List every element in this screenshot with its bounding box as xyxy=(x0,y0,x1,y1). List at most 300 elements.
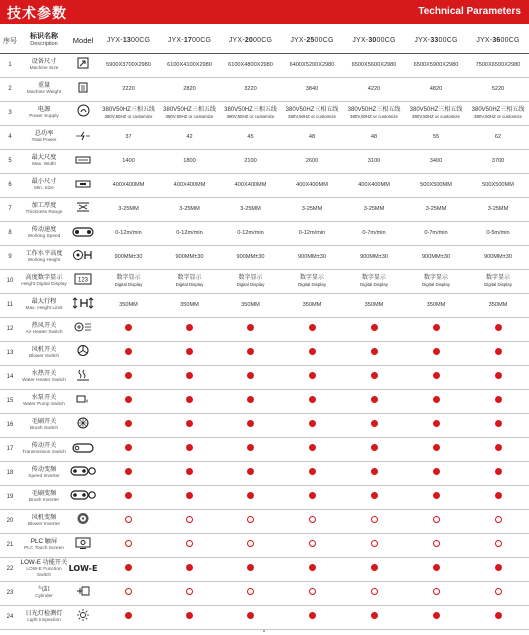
column-header-name-en: Description xyxy=(30,41,58,48)
feature-cell xyxy=(98,509,159,533)
column-header-model-7: JYX-3600CG xyxy=(467,29,529,53)
row-icon-cell xyxy=(68,221,98,245)
row-name-cn: 加工厚度 xyxy=(31,202,57,209)
feature-cell xyxy=(159,365,220,389)
feature-cell xyxy=(159,341,220,365)
optional-ring-icon xyxy=(495,588,502,595)
value-cell: 400X400MM xyxy=(343,173,405,197)
standard-dot-icon xyxy=(125,468,132,475)
feature-cell xyxy=(343,413,405,437)
row-name-en: LOW-E Function Switch xyxy=(26,567,62,578)
row-name xyxy=(20,581,68,605)
value-text: 380V50HZ三相五线 xyxy=(163,107,216,113)
row-name xyxy=(20,461,68,485)
feature-cell xyxy=(281,461,343,485)
feature-cell xyxy=(220,389,281,413)
feature-cell xyxy=(343,341,405,365)
row-number: 3 xyxy=(0,101,20,125)
row-name-en: Water Heater Switch xyxy=(22,378,66,383)
feature-cell xyxy=(281,533,343,557)
value-text: 数字显示 xyxy=(485,275,510,281)
row-number: 16 xyxy=(0,413,20,437)
table-row xyxy=(0,197,529,221)
value-cell: 350MM xyxy=(159,293,220,317)
feature-cell xyxy=(281,365,343,389)
table-row xyxy=(0,581,529,605)
value-cell: 400X400MM xyxy=(159,173,220,197)
row-number: 12 xyxy=(0,317,20,341)
feature-cell xyxy=(467,509,529,533)
power-icon xyxy=(77,104,90,122)
optional-ring-icon xyxy=(495,540,502,547)
row-name-cn: 传动变频 xyxy=(31,466,57,473)
row-name-en: Machine Weight xyxy=(26,90,62,95)
value-cell: 0-5m/min xyxy=(467,221,529,245)
feature-cell xyxy=(405,533,467,557)
standard-dot-icon xyxy=(495,444,502,451)
standard-dot-icon xyxy=(433,564,440,571)
standard-dot-icon xyxy=(309,564,316,571)
row-name-en: Power Supply xyxy=(29,114,59,119)
feature-cell xyxy=(220,365,281,389)
value-cell: 3-25MM xyxy=(405,197,467,221)
value-subtext: Digital Display xyxy=(114,282,143,287)
standard-dot-icon xyxy=(371,324,378,331)
row-icon-cell xyxy=(68,533,98,557)
standard-dot-icon xyxy=(186,420,193,427)
value-cell: 0-12m/min xyxy=(159,221,220,245)
column-header-model-1: JYX-1300CG xyxy=(98,29,159,53)
feature-cell xyxy=(405,581,467,605)
value-cell: 350MM xyxy=(343,293,405,317)
column-header-no: 序号 xyxy=(0,29,20,53)
standard-dot-icon xyxy=(247,444,254,451)
standard-dot-icon xyxy=(186,396,193,403)
value-cell: 6500X5900X2980 xyxy=(405,53,467,77)
feature-cell xyxy=(467,413,529,437)
column-header-model-2: JYX-1700CG xyxy=(159,29,220,53)
row-name-cn: 水泵开关 xyxy=(31,394,57,401)
table-row xyxy=(0,461,529,485)
feature-cell xyxy=(405,485,467,509)
row-name xyxy=(20,53,68,77)
table-row xyxy=(0,269,529,293)
column-header-name xyxy=(20,29,68,53)
value-cell: 0-12m/min xyxy=(281,221,343,245)
feature-cell xyxy=(467,317,529,341)
feature-cell xyxy=(343,389,405,413)
feature-cell xyxy=(220,557,281,581)
row-name-cn: 最小尺寸 xyxy=(31,178,57,185)
standard-dot-icon xyxy=(125,372,132,379)
value-cell: 0-7m/min xyxy=(343,221,405,245)
row-number: 8 xyxy=(0,221,20,245)
feature-cell xyxy=(98,557,159,581)
row-name xyxy=(20,77,68,101)
value-cell: 900MM±30 xyxy=(98,245,159,269)
water-pump-icon xyxy=(75,392,91,410)
row-name-cn: LOW-E 功能开关 xyxy=(20,559,68,566)
value-cell: 2220 xyxy=(98,77,159,101)
value-cell: 3100 xyxy=(343,149,405,173)
standard-dot-icon xyxy=(371,564,378,571)
feature-cell xyxy=(159,509,220,533)
row-icon-cell xyxy=(68,509,98,533)
value-cell: 62 xyxy=(467,125,529,149)
value-cell xyxy=(343,269,405,293)
optional-ring-icon xyxy=(433,516,440,523)
value-cell: 5220 xyxy=(467,77,529,101)
value-text: 数字显示 xyxy=(299,275,324,281)
standard-dot-icon xyxy=(125,564,132,571)
value-cell: 3-25MM xyxy=(281,197,343,221)
standard-dot-icon xyxy=(309,396,316,403)
row-name-en: Max. Height Limit xyxy=(25,306,63,311)
value-cell: 400X400MM xyxy=(220,173,281,197)
row-number: 11 xyxy=(0,293,20,317)
feature-cell xyxy=(343,317,405,341)
row-name xyxy=(20,509,68,533)
value-cell: 1800 xyxy=(159,149,220,173)
optional-ring-icon xyxy=(309,516,316,523)
row-name-en: Machine Size xyxy=(29,66,59,71)
row-name-en: Working Height xyxy=(27,258,61,263)
row-name xyxy=(20,389,68,413)
standard-dot-icon xyxy=(247,372,254,379)
standard-dot-icon xyxy=(495,468,502,475)
feature-cell xyxy=(220,533,281,557)
value-cell: 500X500MM xyxy=(467,173,529,197)
standard-dot-icon xyxy=(125,420,132,427)
table-row xyxy=(0,53,529,77)
optional-ring-icon xyxy=(247,540,254,547)
row-name-cn: 水热开关 xyxy=(31,370,57,377)
standard-dot-icon xyxy=(125,348,132,355)
table-row xyxy=(0,245,529,269)
row-icon-cell xyxy=(68,413,98,437)
lightning-icon xyxy=(75,128,91,146)
standard-dot-icon xyxy=(309,468,316,475)
brush-icon xyxy=(74,416,92,434)
page-title: 技术参数 xyxy=(7,6,67,22)
value-subtext: 380V,50HZ or customize xyxy=(350,114,398,119)
standard-dot-icon xyxy=(247,492,254,499)
row-icon-cell xyxy=(68,461,98,485)
standard-dot-icon xyxy=(371,420,378,427)
table-row xyxy=(0,173,529,197)
row-icon-cell xyxy=(68,437,98,461)
row-name xyxy=(20,245,68,269)
cylinder-icon xyxy=(76,584,90,602)
height-h-icon xyxy=(73,248,93,266)
value-cell: 500X500MM xyxy=(405,173,467,197)
value-cell: 900MM±30 xyxy=(343,245,405,269)
feature-cell xyxy=(405,557,467,581)
row-name-en: Max. Width xyxy=(32,162,56,167)
row-number: 13 xyxy=(0,341,20,365)
standard-dot-icon xyxy=(371,468,378,475)
standard-dot-icon xyxy=(247,324,254,331)
svg-text:123: 123 xyxy=(77,277,89,284)
value-cell: 0-7m/min xyxy=(405,221,467,245)
table-body xyxy=(0,53,529,629)
feature-cell xyxy=(281,389,343,413)
row-name-en: Blower Inverter xyxy=(27,522,61,527)
value-cell: 48 xyxy=(281,125,343,149)
row-name-cn: 电源 xyxy=(37,106,51,113)
value-text: 数字显示 xyxy=(177,275,202,281)
standard-dot-icon xyxy=(247,348,254,355)
standard-dot-icon xyxy=(495,324,502,331)
value-text: 380V50HZ三相五线 xyxy=(285,107,339,113)
feature-cell xyxy=(467,437,529,461)
value-cell: 6100X4800X2980 xyxy=(220,53,281,77)
row-icon-cell xyxy=(68,197,98,221)
value-cell: 45 xyxy=(220,125,281,149)
value-text: 380V50HZ三相五线 xyxy=(409,107,463,113)
row-name xyxy=(20,101,68,125)
table-row xyxy=(0,317,529,341)
column-header-model-6: JYX-3300CG xyxy=(405,29,467,53)
row-name-en: Brush Switch xyxy=(30,426,58,431)
model-size-digits: 36 xyxy=(492,37,501,45)
row-name-cn: 重量 xyxy=(37,82,51,89)
optional-ring-icon xyxy=(186,588,193,595)
table-row xyxy=(0,485,529,509)
row-icon-cell xyxy=(68,365,98,389)
standard-dot-icon xyxy=(247,468,254,475)
feature-cell xyxy=(405,413,467,437)
feature-cell xyxy=(98,389,159,413)
value-cell: 3400 xyxy=(405,149,467,173)
row-name-cn: PLC 触屏 xyxy=(30,538,58,545)
row-name xyxy=(20,221,68,245)
feature-cell xyxy=(220,341,281,365)
value-cell xyxy=(281,269,343,293)
value-cell: 48 xyxy=(343,125,405,149)
table-row xyxy=(0,293,529,317)
feature-cell xyxy=(220,413,281,437)
value-cell: 900MM±30 xyxy=(467,245,529,269)
row-number: 21 xyxy=(0,533,20,557)
feature-cell xyxy=(159,533,220,557)
row-number: 20 xyxy=(0,509,20,533)
row-icon-cell xyxy=(68,605,98,629)
row-name-en: Total Power xyxy=(31,138,57,143)
feature-cell xyxy=(343,581,405,605)
value-subtext: 380V,50HZ or customize xyxy=(104,114,153,119)
feature-cell xyxy=(220,485,281,509)
row-name xyxy=(20,557,68,581)
row-name-cn: 工作水平高度 xyxy=(25,250,63,257)
value-cell: 3-25MM xyxy=(159,197,220,221)
row-number: 23 xyxy=(0,581,20,605)
feature-cell xyxy=(281,413,343,437)
feature-cell xyxy=(343,485,405,509)
feature-cell xyxy=(467,557,529,581)
low-e-icon: LOW-E xyxy=(68,564,98,574)
value-cell: 350MM xyxy=(467,293,529,317)
feature-cell xyxy=(281,341,343,365)
value-subtext: Digital Display xyxy=(360,282,388,287)
touch-screen-icon xyxy=(75,536,91,554)
standard-dot-icon xyxy=(309,492,316,499)
row-name-en: Height Digital Display xyxy=(21,282,67,287)
transmission-icon xyxy=(72,440,94,458)
value-cell xyxy=(467,101,529,125)
feature-cell xyxy=(343,509,405,533)
min-size-icon xyxy=(75,176,91,194)
optional-ring-icon xyxy=(433,540,440,547)
feature-cell xyxy=(405,437,467,461)
row-number: 5 xyxy=(0,149,20,173)
row-name-cn: 风机变频 xyxy=(31,514,57,521)
row-name xyxy=(20,605,68,629)
optional-ring-icon xyxy=(495,516,502,523)
value-text: 数字显示 xyxy=(116,275,141,281)
standard-dot-icon xyxy=(309,372,316,379)
optional-ring-icon xyxy=(247,516,254,523)
feature-cell xyxy=(159,461,220,485)
standard-dot-icon xyxy=(186,492,193,499)
value-cell: 900MM±30 xyxy=(220,245,281,269)
feature-cell xyxy=(467,605,529,629)
feature-cell xyxy=(98,581,159,605)
standard-dot-icon xyxy=(309,324,316,331)
row-name-en: PLC Touch Screen xyxy=(24,546,64,551)
value-cell: 6100X4100X2980 xyxy=(159,53,220,77)
value-cell: 4220 xyxy=(343,77,405,101)
standard-dot-icon xyxy=(371,612,378,619)
feature-cell xyxy=(343,557,405,581)
value-cell: 2820 xyxy=(159,77,220,101)
row-name-cn: 设备尺寸 xyxy=(31,58,57,65)
light-bulb-icon xyxy=(76,608,90,627)
table-row xyxy=(0,509,529,533)
value-cell: 6400X5200X2980 xyxy=(281,53,343,77)
row-icon-cell xyxy=(68,581,98,605)
feature-cell xyxy=(281,317,343,341)
feature-cell xyxy=(467,581,529,605)
standard-dot-icon xyxy=(371,444,378,451)
row-icon-cell xyxy=(68,317,98,341)
feature-cell xyxy=(159,413,220,437)
row-name-cn: 最大行程 xyxy=(31,298,57,305)
value-subtext: 380V,50HZ or customize xyxy=(412,114,460,119)
row-name-cn: 气缸 xyxy=(37,586,51,593)
value-cell: 900MM±30 xyxy=(281,245,343,269)
value-cell: 55 xyxy=(405,125,467,149)
table-header-row xyxy=(0,29,529,53)
resize-icon xyxy=(77,56,89,74)
row-number: 9 xyxy=(0,245,20,269)
table-row xyxy=(0,77,529,101)
value-cell: 37 xyxy=(98,125,159,149)
standard-dot-icon xyxy=(495,492,502,499)
value-subtext: Digital Display xyxy=(175,282,204,287)
value-cell: 7500X6500X2980 xyxy=(467,53,529,77)
feature-cell xyxy=(159,581,220,605)
standard-dot-icon xyxy=(433,612,440,619)
value-cell: 350MM xyxy=(405,293,467,317)
optional-ring-icon xyxy=(186,540,193,547)
standard-dot-icon xyxy=(495,396,502,403)
standard-dot-icon xyxy=(247,612,254,619)
standard-dot-icon xyxy=(433,492,440,499)
model-size-digits: 17 xyxy=(183,37,193,45)
feature-cell xyxy=(405,317,467,341)
standard-dot-icon xyxy=(125,492,132,499)
feature-cell xyxy=(281,437,343,461)
table-row xyxy=(0,365,529,389)
row-name xyxy=(20,125,68,149)
standard-dot-icon xyxy=(495,564,502,571)
row-name xyxy=(20,317,68,341)
feature-cell xyxy=(220,317,281,341)
feature-cell xyxy=(98,413,159,437)
feature-cell xyxy=(343,605,405,629)
feature-cell xyxy=(159,557,220,581)
model-size-digits: 33 xyxy=(430,37,439,45)
standard-dot-icon xyxy=(495,420,502,427)
standard-dot-icon xyxy=(186,468,193,475)
row-number: 24 xyxy=(0,605,20,629)
value-text: 380V50HZ三相五线 xyxy=(224,107,277,113)
value-cell: 6500X5600X2980 xyxy=(343,53,405,77)
row-icon-cell xyxy=(68,53,98,77)
row-name xyxy=(20,533,68,557)
row-number: 4 xyxy=(0,125,20,149)
feature-cell xyxy=(98,461,159,485)
row-icon-cell xyxy=(68,77,98,101)
feature-cell xyxy=(159,437,220,461)
row-number: 1 xyxy=(0,53,20,77)
row-icon-cell xyxy=(68,173,98,197)
optional-ring-icon xyxy=(186,516,193,523)
row-name-cn: 风机开关 xyxy=(31,346,57,353)
row-name-en: Thickness Range xyxy=(25,210,63,215)
feature-cell xyxy=(98,317,159,341)
feature-cell xyxy=(159,317,220,341)
feature-cell xyxy=(343,365,405,389)
standard-dot-icon xyxy=(433,444,440,451)
row-number: 14 xyxy=(0,365,20,389)
row-name xyxy=(20,293,68,317)
standard-dot-icon xyxy=(433,348,440,355)
value-subtext: 380V,50HZ or customize xyxy=(474,114,522,119)
row-name-en: Min. Size xyxy=(34,186,54,191)
row-number: 10 xyxy=(0,269,20,293)
table-row xyxy=(0,149,529,173)
row-icon-cell xyxy=(68,389,98,413)
feature-cell xyxy=(343,461,405,485)
value-cell xyxy=(281,101,343,125)
water-heater-icon xyxy=(76,368,90,386)
blower-icon xyxy=(76,344,90,362)
row-name-cn: 毛刷开关 xyxy=(31,418,57,425)
standard-dot-icon xyxy=(495,612,502,619)
value-subtext: Digital Display xyxy=(298,282,326,287)
value-cell: 400X400MM xyxy=(281,173,343,197)
feature-cell xyxy=(405,389,467,413)
row-name-en: Air Heater Switch xyxy=(25,330,63,335)
row-name-en: Cylinder xyxy=(35,594,53,599)
value-cell xyxy=(405,101,467,125)
column-header-model: Model xyxy=(68,29,98,53)
standard-dot-icon xyxy=(247,420,254,427)
standard-dot-icon xyxy=(433,468,440,475)
row-icon-cell xyxy=(68,341,98,365)
